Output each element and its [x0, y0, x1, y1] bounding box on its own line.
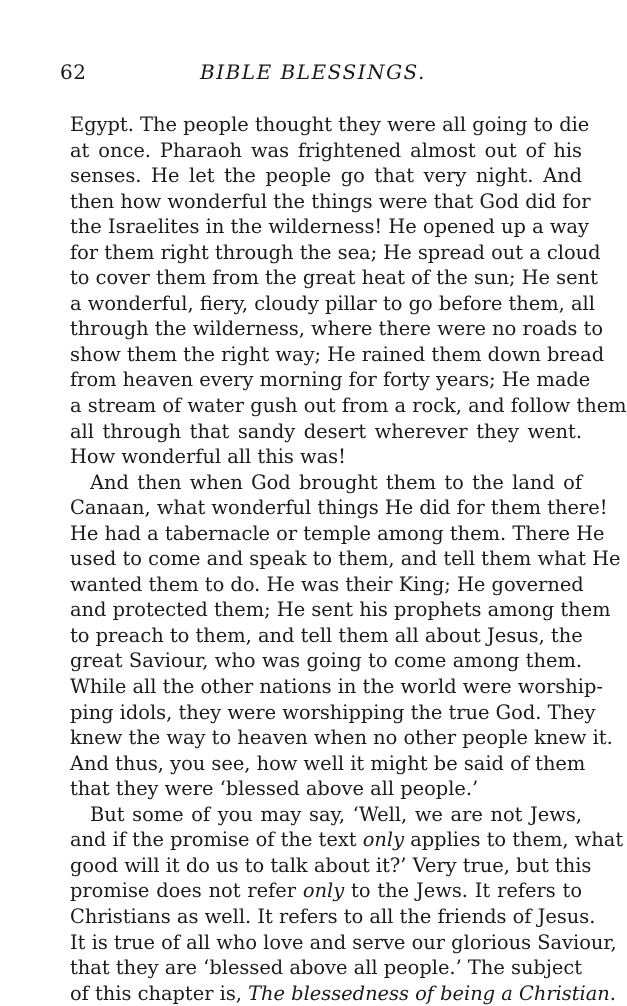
text-line: good will it do us to talk about it?’ Very true, but this	[70, 853, 592, 877]
text-line: a wonderful, fiery, cloudy pillar to go before them, all	[70, 291, 595, 315]
text-line: knew the way to heaven when no other people knew it.	[70, 726, 613, 750]
text-line: ping idols, they were worshipping the true God. They	[70, 700, 596, 724]
text-line: a stream of water gush out from a rock, and follow them	[70, 394, 627, 418]
body-text	[70, 112, 627, 1006]
text-line: of this chapter is, The blessedness of being a Christian.	[70, 981, 616, 1005]
text-line: used to come and speak to them, and tell them what He	[70, 547, 621, 571]
text-line: to preach to them, and tell them all about Jesus, the	[70, 623, 583, 647]
text-line: While all the other nations in the world were worship-	[70, 675, 603, 699]
text-line: It is true of all who love and serve our glorious Saviour,	[70, 930, 617, 954]
text-line: And thus, you see, how well it might be said of them	[70, 751, 586, 775]
text-line: and protected them; He sent his prophets among them	[70, 598, 611, 622]
running-head: BIBLE BLESSINGS.	[200, 60, 426, 84]
text-line: promise does not refer only to the Jews. It refers to	[70, 879, 582, 903]
text-line: from heaven every morning for forty years; He made	[70, 368, 591, 392]
page-header	[60, 60, 480, 92]
text-line: through the wilderness, where there were no roads to	[70, 317, 603, 341]
text-line: And then when God brought them to the land of	[90, 470, 582, 494]
text-line: the Israelites in the wilderness! He opened up a way	[70, 215, 589, 239]
text-line: and if the promise of the text only applies to them, what	[70, 828, 624, 852]
text-line: all through that sandy desert wherever they went.	[70, 419, 582, 443]
text-line: Canaan, what wonderful things He did for them there!	[70, 496, 608, 520]
text-line: show them the right way; He rained them down bread	[70, 342, 605, 366]
italic-emphasis: only	[302, 879, 345, 903]
text-line: to cover them from the great heat of the sun; He sent	[70, 266, 598, 290]
text-line: But some of you may say, ‘Well, we are not Jews,	[90, 802, 582, 826]
text-line: then how wonderful the things were that God did for	[70, 189, 591, 213]
text-line: Egypt. The people thought they were all going to die	[70, 113, 590, 136]
page-number: 62	[60, 60, 87, 84]
text-line: wanted them to do. He was their King; He governed	[70, 572, 584, 596]
text-line: for them right through the sea; He spread out a cloud	[70, 240, 601, 264]
text-line: great Saviour, who was going to come among them.	[70, 649, 582, 673]
text-line: at once. Pharaoh was frightened almost out of his	[70, 138, 582, 162]
text-line: that they are ‘blessed above all people.’ The subject	[70, 956, 582, 980]
italic-emphasis: The blessedness of being a Christian.	[248, 981, 616, 1005]
italic-emphasis: only	[362, 828, 405, 852]
text-line: How wonderful all this was!	[70, 445, 346, 469]
text-line: that they were ‘blessed above all people.’	[70, 777, 479, 801]
text-line: senses. He let the people go that very night. And	[70, 164, 582, 188]
text-line: He had a tabernacle or temple among them. There He	[70, 521, 605, 545]
text-line: Christians as well. It refers to all the friends of Jesus.	[70, 904, 596, 928]
